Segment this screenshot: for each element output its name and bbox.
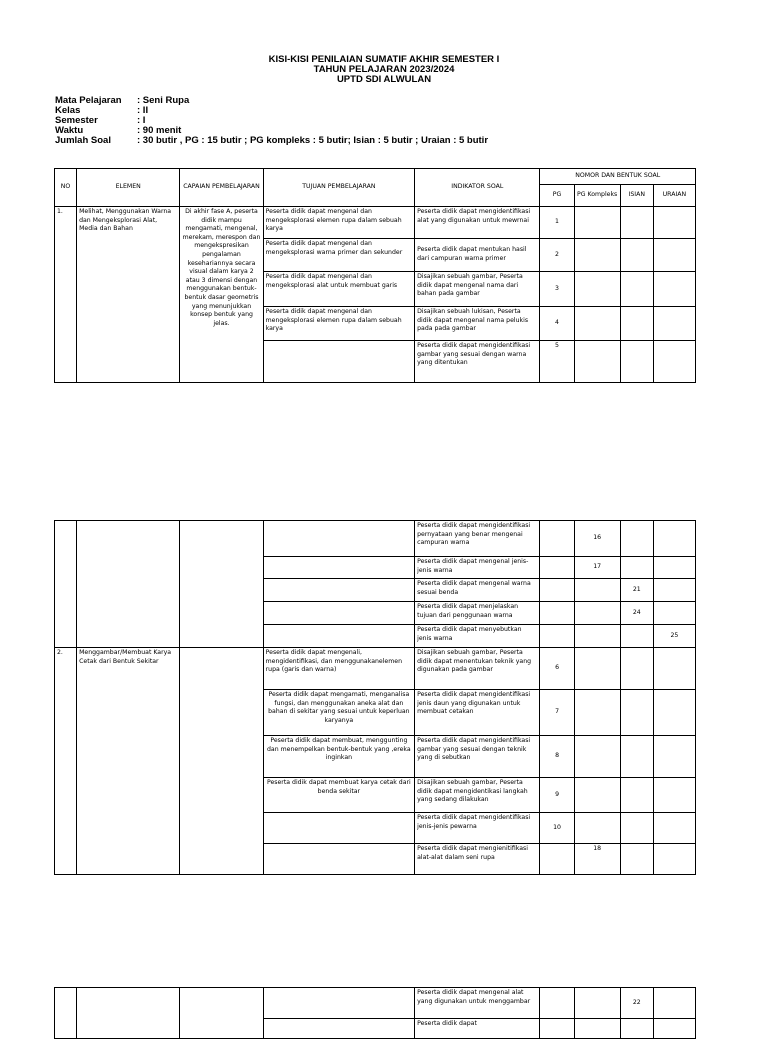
cell-pgk: [574, 988, 620, 1019]
col-uraian: URAIAN: [653, 185, 695, 207]
cell-tujuan: Peserta didik dapat mengenal dan mengeksplorasi elemen rupa dalam sebuah karya: [263, 307, 414, 341]
cell-isian: [620, 844, 653, 875]
cell-indikator: Peserta didik dapat mengidentifikasi alat yang digunakan untuk mewrnai: [415, 207, 540, 239]
cell-pg: [540, 1019, 574, 1039]
cell-tujuan: [263, 1019, 414, 1039]
cell-tujuan: Peserta didik dapat mengenal dan mengeksplorasi alat untuk membuat garis: [263, 272, 414, 307]
table-row: [55, 207, 696, 239]
cell-isian: [620, 557, 653, 579]
title-line-3: UPTD SDI ALWULAN: [336, 74, 432, 85]
col-indikator: INDIKATOR SOAL: [415, 169, 540, 207]
cell-tujuan: [263, 557, 414, 579]
cell-isian: [620, 778, 653, 813]
cell-indikator: Disajikan sebuah lukisan, Peserta didik dapat mengenal nama pelukis pada pada gambar: [415, 307, 540, 341]
col-tujuan: TUJUAN PEMBELAJARAN: [263, 169, 414, 207]
meta-label: Waktu: [55, 125, 84, 136]
cell-pgk: [574, 813, 620, 844]
cell-capaian: Di akhir fase A, peserta didik mampu mengamati, mengenal, merekam, merespon dan mengekspresikan pengalaman kesehariannya secara visual dalam karya 2 atau 3 dimensi dengan menggunakan bentuk-bentuk dasar geometris yang menunjukkan konsep bentuk yang jelas.: [180, 207, 263, 383]
cell-isian: 21: [620, 579, 653, 602]
cell-indikator: Peserta didik dapat mengidentifikasi gambar yang sesuai dengan teknik yang di sebutkan: [415, 736, 540, 778]
cell-tujuan: [263, 341, 414, 383]
cell-isian: [620, 648, 653, 690]
meta-value: : 30 butir , PG : 15 butir ; PG kompleks : 5 butir; Isian : 5 butir ; Uraian : 5 butir: [137, 135, 489, 146]
col-capaian: CAPAIAN PEMBELAJARAN: [180, 169, 263, 207]
cell-pg: 4: [540, 307, 574, 341]
cell-pgk: [574, 579, 620, 602]
cell-pg: 2: [540, 239, 574, 272]
cell-pg: [540, 844, 574, 875]
cell-pg: [540, 625, 574, 648]
cell-indikator: Disajikan sebuah gambar, Peserta didik dapat menentukan teknik yang digunakan pada gambar: [415, 648, 540, 690]
cell-tujuan: [263, 579, 414, 602]
cell-elemen: [77, 988, 180, 1039]
cell-uraian: [653, 602, 695, 625]
cell-pg: 3: [540, 272, 574, 307]
cell-tujuan: [263, 844, 414, 875]
cell-indikator: Peserta didik dapat mengenal jenis-jenis warna: [415, 557, 540, 579]
kisi-kisi-table-page-3: [54, 987, 696, 1039]
cell-pgk: 18: [574, 844, 620, 875]
cell-pg: 10: [540, 813, 574, 844]
cell-capaian: [180, 988, 263, 1039]
cell-isian: [620, 736, 653, 778]
cell-pgk: [574, 625, 620, 648]
cell-indikator: Peserta didik dapat mentukan hasil dari campuran warna primer: [415, 239, 540, 272]
cell-isian: [620, 521, 653, 557]
cell-pg: 5: [540, 341, 574, 383]
cell-no: [55, 988, 77, 1039]
col-nomor: NOMOR DAN BENTUK SOAL: [540, 169, 696, 185]
cell-pg: [540, 579, 574, 602]
cell-no: 1.: [55, 207, 77, 383]
title-line-1: KISI-KISI PENILAIAN SUMATIF AKHIR SEMESTER I: [268, 54, 500, 65]
cell-tujuan: [263, 813, 414, 844]
cell-indikator: Peserta didik dapat mengenal warna sesuai benda: [415, 579, 540, 602]
cell-uraian: [653, 1019, 695, 1039]
cell-isian: [620, 272, 653, 307]
col-isian: ISIAN: [620, 185, 653, 207]
cell-uraian: [653, 272, 695, 307]
cell-indikator: Peserta didik dapat mengienitifikasi alat-alat dalam seni rupa: [415, 844, 540, 875]
cell-pg: 8: [540, 736, 574, 778]
cell-pgk: 16: [574, 521, 620, 557]
cell-no: 2.: [55, 648, 77, 875]
table-row: [55, 648, 696, 690]
document-header: [0, 55, 768, 85]
cell-tujuan: Peserta didik dapat mengamati, menganalisa fungsi, dan menggunakan aneka alat dan bahan di sekitar yang sesuai untuk keperluan karyanya: [263, 690, 414, 736]
cell-pg: 6: [540, 648, 574, 690]
cell-capaian: [180, 648, 263, 875]
cell-uraian: [653, 844, 695, 875]
cell-indikator: Peserta didik dapat mengidentifikasi pernyataan yang benar mengenai campuran warna: [415, 521, 540, 557]
cell-elemen: Melihat, Menggunakan Warna dan Mengeksplorasi Alat, Media dan Bahan: [77, 207, 180, 383]
kisi-kisi-table-page-2: [54, 520, 696, 875]
cell-pgk: [574, 239, 620, 272]
cell-tujuan: [263, 988, 414, 1019]
meta-label: Mata Pelajaran: [55, 95, 122, 106]
cell-pg: [540, 557, 574, 579]
cell-elemen: Menggambar/Membuat Karya Cetak dari Bentuk Sekitar: [77, 648, 180, 875]
table-row: [55, 521, 696, 557]
cell-pgk: 17: [574, 557, 620, 579]
cell-pgk: [574, 690, 620, 736]
cell-tujuan: Peserta didik dapat membuat, menggunting dan menempelkan bentuk-bentuk yang ,ereka inginkan: [263, 736, 414, 778]
cell-indikator: Peserta didik dapat: [415, 1019, 540, 1039]
cell-uraian: [653, 307, 695, 341]
cell-indikator: Peserta didik dapat menjelaskan tujuan dari penggunaan warna: [415, 602, 540, 625]
cell-capaian: [180, 521, 263, 648]
cell-uraian: [653, 341, 695, 383]
cell-isian: [620, 341, 653, 383]
cell-indikator: Disajikan sebuah gambar, Peserta didik dapat mengenal nama dari bahan pada gambar: [415, 272, 540, 307]
cell-elemen: [77, 521, 180, 648]
cell-pg: [540, 521, 574, 557]
cell-pgk: [574, 602, 620, 625]
cell-pgk: [574, 207, 620, 239]
cell-indikator: Peserta didik dapat mengidentifikasi gambar yang sesuai dengan warna yang ditentukan: [415, 341, 540, 383]
cell-isian: [620, 1019, 653, 1039]
meta-label: Semester: [55, 115, 98, 126]
cell-isian: [620, 690, 653, 736]
cell-tujuan: Peserta didik dapat mengenal dan mengeksplorasi elemen rupa dalam sebuah karya: [263, 207, 414, 239]
kisi-kisi-table-page-1: [54, 168, 696, 383]
meta-value: : Seni Rupa: [137, 95, 190, 106]
meta-value: : I: [137, 115, 146, 126]
cell-pg: 1: [540, 207, 574, 239]
cell-tujuan: [263, 602, 414, 625]
meta-label: Kelas: [55, 105, 81, 116]
col-elemen: ELEMEN: [77, 169, 180, 207]
cell-uraian: [653, 813, 695, 844]
cell-indikator: Peserta didik dapat mengidentifikasi jenis-jenis pewarna: [415, 813, 540, 844]
col-no: NO: [55, 169, 77, 207]
cell-uraian: [653, 648, 695, 690]
cell-uraian: 25: [653, 625, 695, 648]
cell-uraian: [653, 239, 695, 272]
cell-tujuan: Peserta didik dapat mengenal dan mengeksplorasi warna primer dan sekunder: [263, 239, 414, 272]
cell-uraian: [653, 207, 695, 239]
cell-isian: [620, 813, 653, 844]
cell-indikator: Peserta didik dapat mengidentifikasi jenis daun yang digunakan untuk membuat cetakan: [415, 690, 540, 736]
title-line-2: TAHUN PELAJARAN 2023/2024: [313, 64, 455, 75]
cell-isian: 22: [620, 988, 653, 1019]
cell-tujuan: Peserta didik dapat mengenali, mengidentifikasi, dan menggunakanelemen rupa (garis dan warna): [263, 648, 414, 690]
cell-pgk: [574, 307, 620, 341]
cell-pg: 7: [540, 690, 574, 736]
cell-isian: 24: [620, 602, 653, 625]
table-row: [55, 988, 696, 1019]
cell-pgk: [574, 736, 620, 778]
cell-isian: [620, 625, 653, 648]
cell-pg: [540, 988, 574, 1019]
cell-uraian: [653, 579, 695, 602]
cell-tujuan: [263, 521, 414, 557]
cell-isian: [620, 207, 653, 239]
meta-value: : II: [137, 105, 149, 116]
cell-uraian: [653, 778, 695, 813]
cell-uraian: [653, 690, 695, 736]
meta-label: Jumlah Soal: [55, 135, 111, 146]
col-pg: PG: [540, 185, 574, 207]
cell-indikator: Peserta didik dapat mengenal alat yang digunakan untuk menggambar: [415, 988, 540, 1019]
cell-indikator: Peserta didik dapat menyebutkan jenis warna: [415, 625, 540, 648]
col-pg-kompleks: PG Kompleks: [574, 185, 620, 207]
cell-tujuan: Peserta didik dapat membuat karya cetak dari benda sekitar: [263, 778, 414, 813]
cell-uraian: [653, 736, 695, 778]
cell-pg: [540, 602, 574, 625]
cell-pgk: [574, 272, 620, 307]
cell-no: [55, 521, 77, 648]
meta-value: : 90 menit: [137, 125, 182, 136]
cell-isian: [620, 307, 653, 341]
cell-uraian: [653, 988, 695, 1019]
cell-indikator: Disajikan sebuah gambar, Peserta didik dapat mengidentikasi langkah yang sedang dilakukan: [415, 778, 540, 813]
cell-isian: [620, 239, 653, 272]
cell-tujuan: [263, 625, 414, 648]
cell-uraian: [653, 557, 695, 579]
meta-block: [55, 96, 488, 146]
cell-pg: 9: [540, 778, 574, 813]
cell-pgk: [574, 648, 620, 690]
cell-uraian: [653, 521, 695, 557]
cell-pgk: [574, 1019, 620, 1039]
cell-pgk: [574, 778, 620, 813]
cell-pgk: [574, 341, 620, 383]
